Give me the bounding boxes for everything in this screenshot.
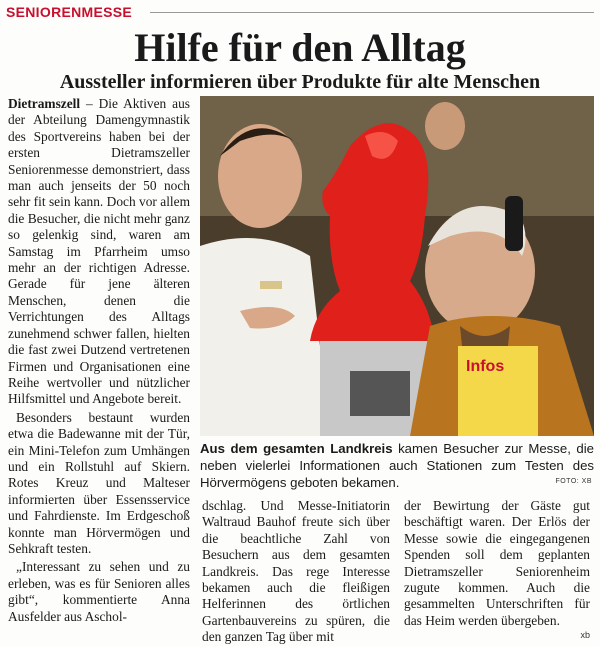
caption-lead: Aus dem gesamten Landkreis — [200, 441, 393, 456]
paragraph: dschlag. Und Messe-Initiatorin Waltraud Bauhof freute sich über die beachtliche Zahl von Besuchern aus dem gesamten Landkreis. Das rege Interesse bekamen auch die fleißigen Helferinnen des örtlichen Gartenbauvereins zu spüren, die den ganzen Tag über mit — [202, 498, 390, 645]
man-left-head — [218, 124, 302, 228]
paragraph — [8, 96, 190, 408]
subheadline: Aussteller informieren über Produkte für alte Menschen — [59, 71, 541, 93]
hearing-test-device — [350, 371, 410, 416]
paragraph: Besonders bestaunt wurden etwa die Badewanne mit der Tür, ein Mini-Telefon zum Umhängen und ein Rollstuhl auf Skiern. Rotes Kreuz und Malteser informierten über Essensservice und Fahrdienste. Im Erdgeschoß konnte man Hörvermögen und Sehkraft testen. — [8, 409, 190, 556]
dateline: Dietramszell — [8, 96, 81, 111]
article-column-1 — [8, 96, 190, 625]
paragraph: „Interessant zu sehen und zu erleben, was es für Senioren alles gibt“, kommentierte Anna Ausfelder aus Aschol- — [8, 559, 190, 624]
kicker-label: SENIORENMESSE — [6, 4, 133, 20]
photo-credit: FOTO: XB — [555, 478, 592, 485]
photo-caption — [200, 440, 594, 491]
telephone-receiver — [505, 196, 523, 251]
author-signature: xb — [580, 630, 590, 640]
article-photo — [200, 96, 594, 436]
caption-text: kamen Besucher zur Messe, die neben vielerlei Informationen auch Stationen zum Testen des Hörvermögens geboten bekamen. — [200, 441, 594, 490]
headline: Hilfe für den Alltag — [134, 25, 466, 70]
man-left-body — [200, 238, 330, 436]
info-sign-label: Infos — [466, 358, 505, 375]
paragraph-text: – Die Aktiven aus der Abteilung Damengymnastik des Sportvereins haben bei der ersten Dietramszeller Seniorenmesse demonstriert, dass man auch jenseits der 50 noch sehr fit sein kann. Doch vor allem die Besucher, die nicht mehr ganz so gelenkig sind, waren am Samstag im Pfarrheim umso mehr an der richtigen Adresse. Gerade für jene älteren Menschen, denen die Verrichtungen des Alltags zunehmend schwer fallen, hielten die fast zwei Dutzend vertretenen Firmen und Organisationen eine Reihe wertvoller und nützlicher Hilfsmittel und Angebote bereit. — [8, 96, 190, 407]
paragraph: der Bewirtung der Gäste gut beschäftigt waren. Der Erlös der Messe sowie die eingegangenen Spenden soll dem geplanten Dietramszeller Seniorenheim zugute kommen. Auch die gesammelten Unterschriften für das Heim werden übergeben. — [404, 498, 590, 628]
article-column-2 — [202, 498, 390, 646]
photo-illustration — [200, 96, 594, 436]
name-badge — [260, 281, 282, 289]
article-column-3 — [404, 498, 590, 629]
kicker-rule — [150, 12, 594, 13]
background-man-head — [425, 102, 465, 150]
